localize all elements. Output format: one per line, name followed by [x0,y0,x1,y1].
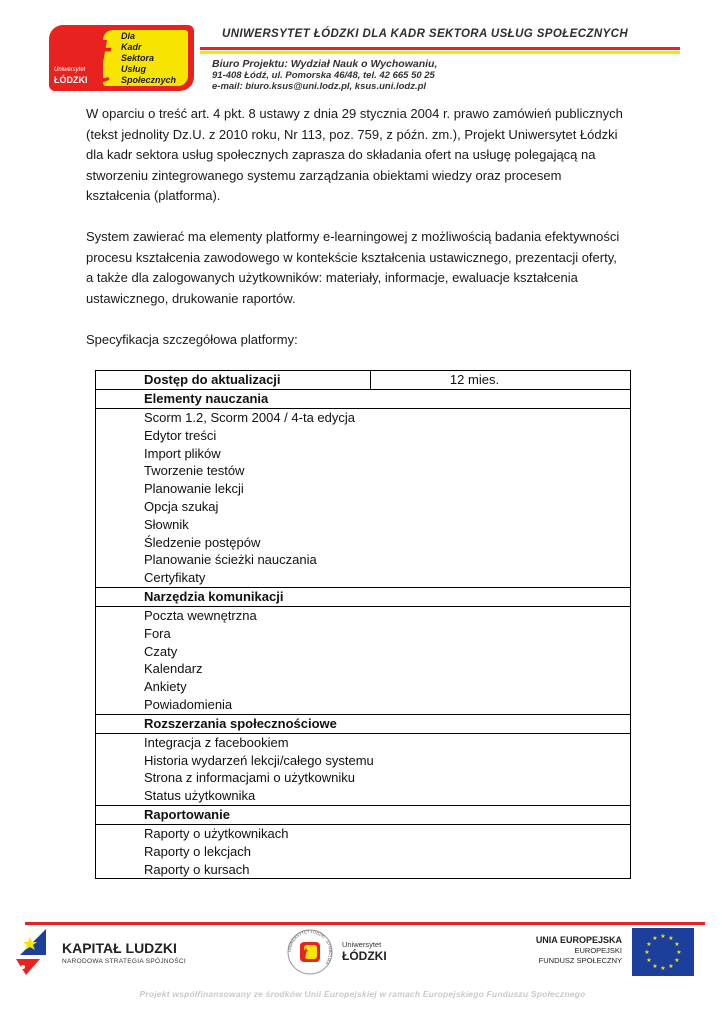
paragraph-line: System zawierać ma elementy platformy e-learningowej z możliwością badania efektywności [86,229,620,244]
seal-ring-text: UNIWERSYTET ŁÓDZKI · SYMBOLIKA [286,928,334,966]
eu-line3: FUNDUSZ SPOŁECZNY [538,956,622,965]
section-heading-social: Rozszerzania społecznościowe [96,715,630,734]
eu-title: UNIA EUROPEJSKA [535,935,622,945]
section-communication-items [96,607,630,715]
table-item: Tworzenie testów [144,463,245,479]
eu-flag-icon [632,928,694,976]
footer-university-label: Uniwersytet [342,940,382,949]
footer-red-rule [25,922,705,925]
header-email: e-mail: biuro.ksus@uni.lodz.pl, ksus.uni.lodz.pl [212,81,427,92]
eu-line2: EUROPEJSKI [574,946,622,955]
svg-text:★: ★ [652,935,658,942]
kapital-ludzki-subtitle: NARODOWA STRATEGIA SPÓJNOŚCI [62,958,186,965]
svg-text:★: ★ [676,949,682,956]
logo-line: Kadr [121,42,142,52]
logo-line: Społecznych [121,75,177,85]
svg-text:★: ★ [652,963,658,970]
section-social-items [96,734,630,806]
svg-text:★: ★ [644,949,650,956]
table-item: Planowanie ścieżki nauczania [144,552,317,568]
system-paragraph [86,227,646,309]
table-item: Śledzenie postępów [144,534,261,550]
paragraph-line: (tekst jednolity Dz.U. z 2010 roku, Nr 113, poz. 759, z późn. zm.), Projekt Uniwersytet Łódzki [86,126,618,142]
table-item: Kalendarz [144,661,203,677]
access-row [96,371,630,390]
section-teaching-items [96,409,630,588]
header-address: 91-408 Łódź, ul. Pomorska 46/48, tel. 42 665 50 25 [212,70,435,81]
header-office: Biuro Projektu: Wydział Nauk o Wychowaniu, [212,58,438,70]
paragraph-line: procesu kształcenia zawodowego w kontekście kształcenia ustawicznego, prezentacji oferty, [86,249,617,265]
project-logo [49,17,194,99]
spec-intro: Specyfikacja szczegółowa platformy: [86,332,298,347]
table-item: Raporty o lekcjach [144,843,251,859]
logo-city-label: ŁÓDZKI [54,75,88,85]
table-item: Certyfikaty [144,570,206,586]
spec-table [95,370,631,879]
table-item: Powiadomienia [144,696,233,712]
footer-cofinancing-note: Projekt współfinansowany ze środków Unii Europejskiej w ramach Europejskiego Funduszu Społecznego [139,989,586,999]
paragraph-line: kształcenia (platforma). [86,188,221,203]
kapital-ludzki-title: KAPITAŁ LUDZKI [62,940,177,956]
logo-line: Dla [121,31,136,41]
header-yellow-rule [200,51,680,54]
table-item: Historia wydarzeń lekcji/całego systemu [144,752,374,768]
svg-text:★: ★ [668,935,674,942]
logo-university-label: Uniwersytet [54,67,86,73]
access-value: 12 mies. [449,372,500,387]
table-item: Słownik [144,516,189,532]
intro-paragraph [86,104,646,207]
table-item: Planowanie lekcji [144,481,244,497]
svg-text:★: ★ [646,941,652,948]
section-heading-reporting: Raportowanie [96,806,630,825]
header-title: UNIWERSYTET ŁÓDZKI DLA KADR SEKTORA USŁUG SPOŁECZNYCH [222,28,629,40]
paragraph-line: stworzeniu zintegrowanego systemu zarządzania obiektami wiedzy oraz procesem [86,167,562,183]
access-label: Dostęp do aktualizacji [96,371,371,389]
svg-text:★: ★ [646,957,652,964]
table-item: Import plików [144,445,221,461]
eu-text-block [522,935,622,966]
paragraph-line: W oparciu o treść art. 4 pkt. 8 ustawy z dnia 29 stycznia 2004 r. prawo zamówień publicznych [86,106,623,121]
logo-line: Usług [121,64,147,74]
section-heading-teaching: Elementy nauczania [96,390,630,409]
svg-text:★: ★ [660,933,666,940]
table-item: Scorm 1.2, Scorm 2004 / 4-ta edycja [144,410,355,425]
table-item: Status użytkownika [144,788,256,804]
svg-text:★: ★ [668,963,674,970]
svg-text:t: t [302,943,308,965]
svg-text:★: ★ [660,965,666,972]
table-item: Poczta wewnętrzna [144,607,257,623]
logo-text-lines [121,31,176,86]
svg-text:★: ★ [674,957,680,964]
svg-text:★: ★ [674,941,680,948]
table-item: Integracja z facebookiem [144,734,289,750]
table-item: Raporty o użytkownikach [144,825,289,841]
table-item: Strona z informacjami o użytkowniku [144,770,355,786]
section-heading-communication: Narzędzia komunikacji [96,588,630,607]
footer-city-label: ŁÓDZKI [342,949,387,963]
table-item: Opcja szukaj [144,498,219,514]
logo-line: Sektora [121,53,155,63]
table-item: Fora [144,625,171,641]
logo-t-letter: t [89,17,110,99]
table-item: Raporty o kursach [144,861,250,877]
table-item: Edytor treści [144,427,217,443]
kapital-ludzki-icon [16,925,48,975]
table-item: Ankiety [144,679,187,695]
university-seal-icon [286,928,334,976]
table-item: Czaty [144,643,178,659]
paragraph-line: a także dla zalogowanych użytkowników: materiały, informacje, ewaluacje kształcenia [86,270,578,285]
paragraph-line: ustawicznego, drukowanie raportów. [86,290,296,306]
paragraph-line: dla kadr sektora usług społecznych zaprasza do składania ofert na usługę polegającą na [86,147,596,162]
header-red-rule [200,47,680,50]
section-reporting-items [96,825,630,878]
